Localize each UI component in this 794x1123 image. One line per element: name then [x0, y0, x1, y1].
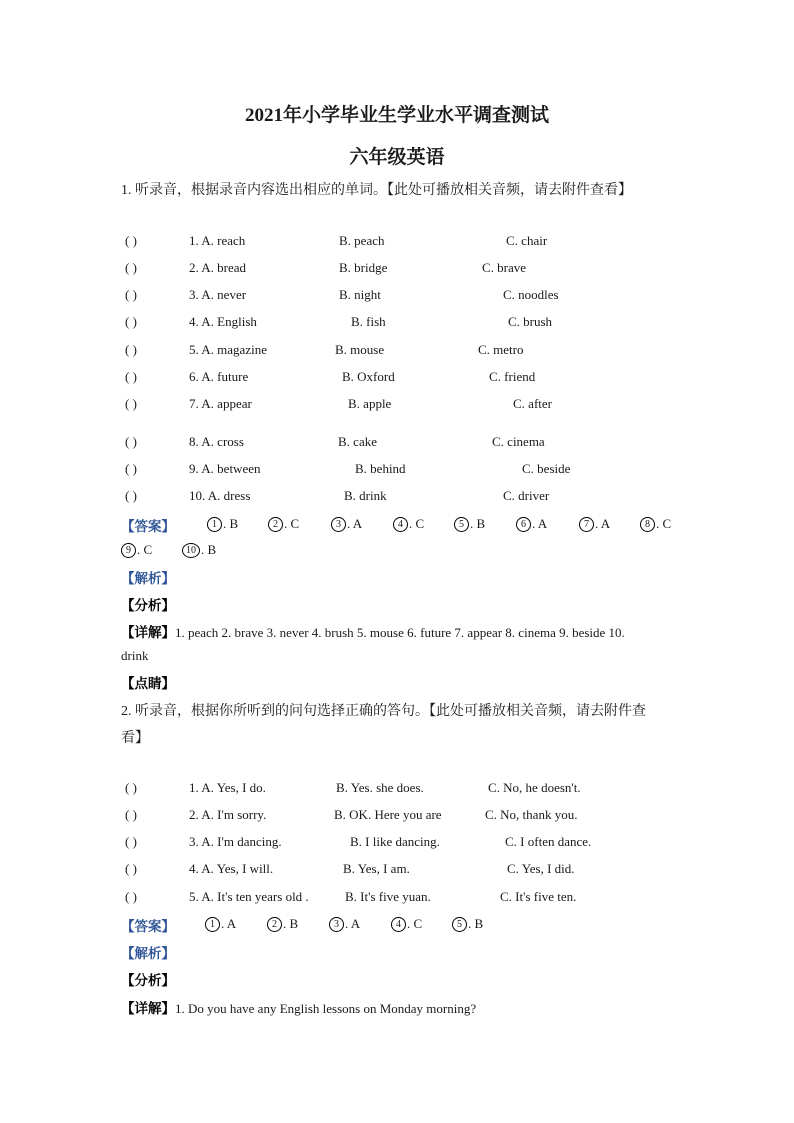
answer-item	[393, 516, 424, 532]
detail-text: 1. Do you have any English lessons on Monday morning?	[175, 1001, 477, 1016]
option-row	[125, 233, 725, 253]
answer-number-circle: 5	[452, 917, 467, 932]
answer-value: . C	[137, 542, 153, 557]
answer-number-circle: 2	[268, 517, 283, 532]
option-c: C. noodles	[503, 287, 559, 302]
answer-item	[268, 516, 299, 532]
option-a: 1. A. reach	[189, 233, 246, 248]
option-a: 6. A. future	[189, 369, 249, 384]
answer-bracket[interactable]: ( )	[125, 314, 137, 329]
option-b: B. apple	[348, 396, 392, 411]
option-c: C. cinema	[492, 434, 545, 449]
option-b: B. mouse	[335, 342, 385, 357]
option-b: B. night	[339, 287, 381, 302]
answer-bracket[interactable]: ( )	[125, 488, 137, 503]
option-a: 9. A. between	[189, 461, 261, 476]
answer-item	[452, 916, 483, 932]
option-b: B. bridge	[339, 260, 388, 275]
answer-bracket[interactable]: ( )	[125, 434, 137, 449]
option-c: C. brave	[482, 260, 527, 275]
answer-number-circle: 7	[579, 517, 594, 532]
answer-value: . B	[470, 516, 486, 531]
answer-number-circle: 4	[393, 517, 408, 532]
option-row	[125, 369, 725, 389]
answer-value: . C	[409, 516, 425, 531]
answer-bracket[interactable]: ( )	[125, 780, 137, 795]
option-c: C. No, he doesn't.	[488, 780, 581, 795]
option-a: 10. A. dress	[189, 488, 251, 503]
answer-value: . C	[284, 516, 300, 531]
option-c: C. metro	[478, 342, 524, 357]
option-a: 4. A. English	[189, 314, 257, 329]
answer-number-circle: 3	[329, 917, 344, 932]
option-b: B. drink	[344, 488, 387, 503]
option-a: 7. A. appear	[189, 396, 252, 411]
option-c: C. No, thank you.	[485, 807, 578, 822]
option-a: 1. A. Yes, I do.	[189, 780, 266, 795]
detail-label: 【详解】	[121, 1001, 175, 1016]
option-row	[125, 396, 725, 416]
detail-text: 1. peach 2. brave 3. never 4. brush 5. mouse 6. future 7. appear 8. cinema 9. beside 10.	[175, 625, 625, 640]
detail-text-continued: drink	[121, 648, 149, 663]
option-row	[125, 780, 725, 800]
option-row	[125, 488, 725, 508]
answer-number-circle: 1	[205, 917, 220, 932]
detail-line	[121, 621, 625, 641]
option-row	[125, 861, 725, 881]
answer-number-circle: 3	[331, 517, 346, 532]
answer-value: . B	[283, 916, 299, 931]
answer-number-circle: 9	[121, 543, 136, 558]
fenxi-label: 【分析】	[121, 598, 175, 613]
option-b: B. fish	[351, 314, 386, 329]
answer-value: . A	[532, 516, 548, 531]
option-c: C. I often dance.	[505, 834, 592, 849]
option-row	[125, 461, 725, 481]
option-c: C. driver	[503, 488, 550, 503]
answer-item	[454, 516, 485, 532]
detail-line	[121, 997, 476, 1017]
option-b: B. Oxford	[342, 369, 395, 384]
answer-bracket[interactable]: ( )	[125, 369, 137, 384]
answer-item	[516, 516, 547, 532]
answer-item	[121, 542, 152, 558]
answer-number-circle: 1	[207, 517, 222, 532]
answer-number-circle: 8	[640, 517, 655, 532]
answer-item	[205, 916, 236, 932]
answer-number-circle: 10	[182, 543, 200, 558]
option-row	[125, 314, 725, 334]
option-row	[125, 834, 725, 854]
answer-number-circle: 6	[516, 517, 531, 532]
page-subtitle: 六年级英语	[349, 147, 445, 168]
option-c: C. Yes, I did.	[507, 861, 575, 876]
option-row	[125, 807, 725, 827]
answer-item	[267, 916, 298, 932]
option-c: C. friend	[489, 369, 536, 384]
option-b: B. behind	[355, 461, 406, 476]
answer-bracket[interactable]: ( )	[125, 889, 137, 904]
option-c: C. It's five ten.	[500, 889, 577, 904]
option-row	[125, 342, 725, 362]
answer-bracket[interactable]: ( )	[125, 807, 137, 822]
answer-bracket[interactable]: ( )	[125, 834, 137, 849]
answer-value: . A	[221, 916, 237, 931]
answer-value: . C	[407, 916, 423, 931]
answer-bracket[interactable]: ( )	[125, 861, 137, 876]
answer-item	[331, 516, 362, 532]
answer-bracket[interactable]: ( )	[125, 260, 137, 275]
fenxi-label: 【分析】	[121, 973, 175, 988]
option-c: C. after	[513, 396, 552, 411]
answer-label: 【答案】	[121, 519, 175, 534]
analysis-label: 【解析】	[121, 946, 175, 961]
answer-number-circle: 4	[391, 917, 406, 932]
option-b: B. Yes, I am.	[343, 861, 410, 876]
option-a: 5. A. magazine	[189, 342, 267, 357]
answer-value: . C	[656, 516, 672, 531]
option-row	[125, 434, 725, 454]
answer-value: . A	[347, 516, 363, 531]
option-row	[125, 260, 725, 280]
question-1-prompt: 1. 听录音，根据录音内容选出相应的单词。【此处可播放相关音频，请去附件查看】	[121, 183, 632, 198]
detail-label: 【详解】	[121, 625, 175, 640]
answer-value: . A	[595, 516, 611, 531]
option-b: B. I like dancing.	[350, 834, 440, 849]
option-a: 3. A. never	[189, 287, 247, 302]
answer-number-circle: 2	[267, 917, 282, 932]
option-a: 8. A. cross	[189, 434, 244, 449]
option-row	[125, 287, 725, 307]
option-b: B. peach	[339, 233, 385, 248]
analysis-label: 【解析】	[121, 571, 175, 586]
option-b: B. cake	[338, 434, 377, 449]
answer-bracket[interactable]: ( )	[125, 287, 137, 302]
page-title: 2021年小学毕业生学业水平调查测试	[244, 105, 549, 126]
option-c: C. brush	[508, 314, 553, 329]
answer-bracket[interactable]: ( )	[125, 342, 137, 357]
answer-value: . B	[223, 516, 239, 531]
option-b: B. It's five yuan.	[345, 889, 431, 904]
option-a: 2. A. I'm sorry.	[189, 807, 267, 822]
answer-item	[640, 516, 671, 532]
answer-item	[182, 542, 216, 558]
answer-value: . B	[468, 916, 484, 931]
answer-number-circle: 5	[454, 517, 469, 532]
answer-bracket[interactable]: ( )	[125, 233, 137, 248]
option-a: 4. A. Yes, I will.	[189, 861, 274, 876]
option-b: B. OK. Here you are	[334, 807, 442, 822]
answer-bracket[interactable]: ( )	[125, 461, 137, 476]
answer-item	[579, 516, 610, 532]
answer-item	[329, 916, 360, 932]
option-row	[125, 889, 725, 909]
answer-value: . A	[345, 916, 361, 931]
answer-value: . B	[201, 542, 217, 557]
question-2-prompt: 2. 听录音，根据你所听到的问句选择正确的答句。【此处可播放相关音频，请去附件查	[121, 704, 646, 719]
answer-item	[207, 516, 238, 532]
option-a: 2. A. bread	[189, 260, 247, 275]
question-2-prompt-continued: 看】	[121, 731, 149, 746]
option-a: 3. A. I'm dancing.	[189, 834, 282, 849]
answer-bracket[interactable]: ( )	[125, 396, 137, 411]
option-c: C. beside	[522, 461, 571, 476]
option-c: C. chair	[506, 233, 548, 248]
option-a: 5. A. It's ten years old .	[189, 889, 309, 904]
answer-label: 【答案】	[121, 919, 175, 934]
comment-label: 【点睛】	[121, 676, 175, 691]
option-b: B. Yes. she does.	[336, 780, 424, 795]
answer-item	[391, 916, 422, 932]
